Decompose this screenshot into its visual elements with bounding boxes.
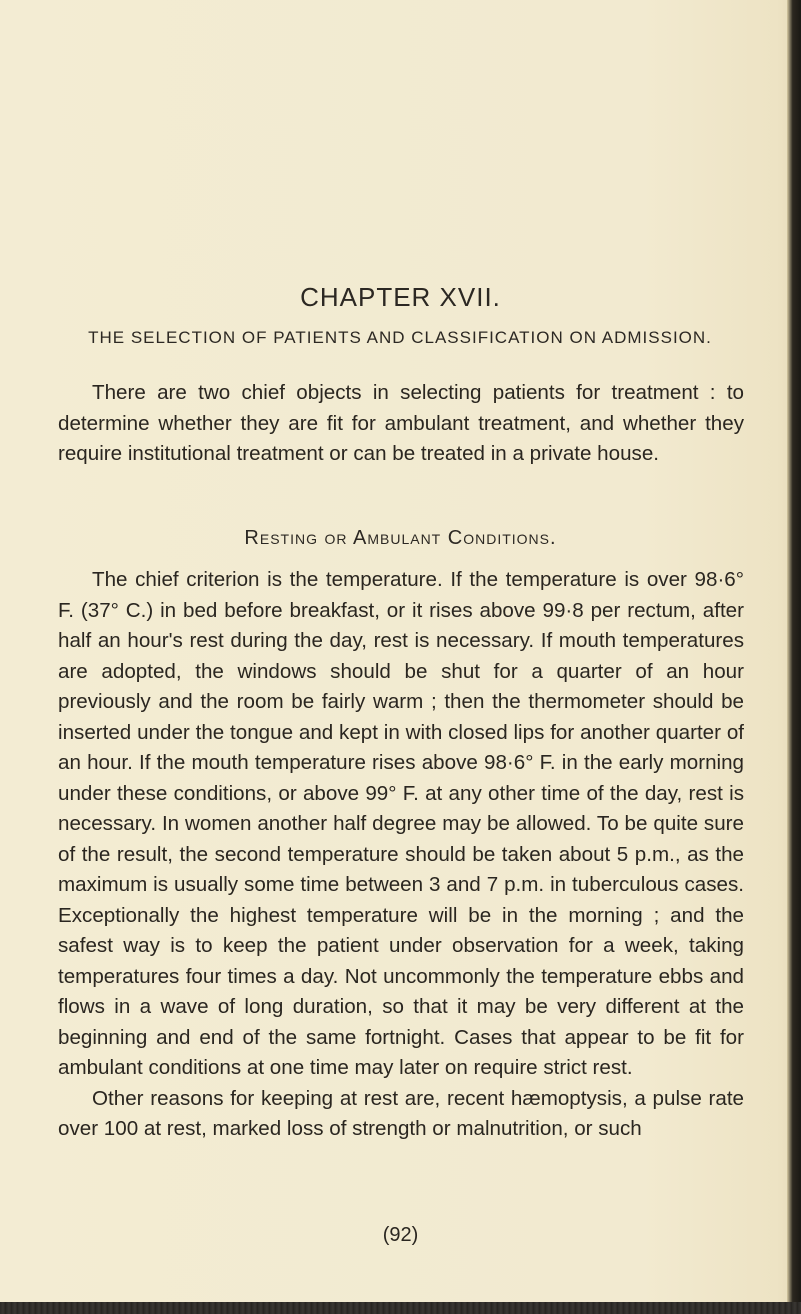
other-reasons-paragraph <box>58 1084 744 1145</box>
page-number: (92) <box>382 1224 419 1246</box>
intro-paragraph <box>58 378 744 470</box>
section-heading: Resting or Ambulant Conditions. <box>244 527 557 549</box>
resting-paragraph-text: The chief criterion is the temperature. If the temperature is over 98·6° F. (37° C.) in bed before breakfast, or it rises above 99·8 per rectum, after half an hour's rest during the day, rest is necessary. If mouth temperatures are adopted, the windows should be shut for a quarter of an hour previously and the room be fairly warm ; then the thermometer should be inserted under the tongue and kept in with closed lips for another quarter of an hour. If the mouth temperature rises above 98·6° F. in the early morning under these conditions, or above 99° F. at any other time of the day, rest is necessary. In women another half degree may be allowed. To be quite sure of the result, the second temperature should be taken about 5 p.m., as the maximum is usually some time between 3 and 7 p.m. in tuberculous cases. Exceptionally the highest temperature will be in the morning ; and the safest way is to keep the patient under observation for a week, taking temperatures four times a day. Not uncommonly the temperature ebbs and flows in a wave of long duration, so that it may be very different at the beginning and end of the same fortnight. Cases that appear to be fit for ambulant conditions at one time may later on require strict rest. <box>58 568 744 1079</box>
chapter-heading: CHAPTER XVII. <box>300 282 501 312</box>
resting-conditions-text <box>58 565 744 1145</box>
intro-paragraph-text: There are two chief objects in selecting patients for treatment : to determine whether they are fit for ambulant treatment, and whether they require institutional treatment or can be treated in a private house. <box>58 381 744 465</box>
other-reasons-paragraph-text: Other reasons for keeping at rest are, recent hæmoptysis, a pulse rate over 100 at rest, marked loss of strength or malnutrition, or such <box>58 1086 744 1140</box>
page-edge-right <box>787 0 801 1314</box>
resting-paragraph <box>58 565 744 1084</box>
chapter-title: THE SELECTION OF PATIENTS AND CLASSIFICATION ON ADMISSION. <box>88 328 712 347</box>
page-edge-bottom <box>0 1302 801 1314</box>
